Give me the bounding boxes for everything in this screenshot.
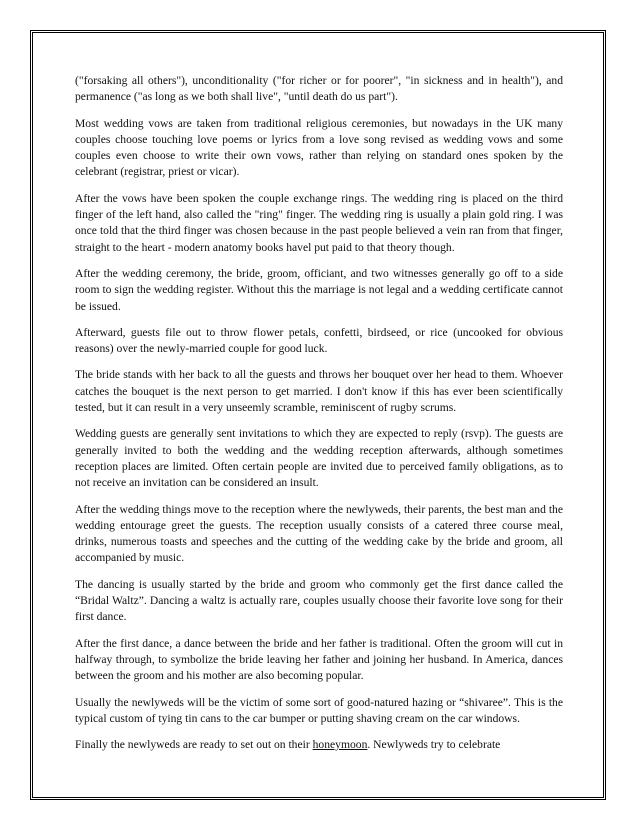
paragraph: The bride stands with her back to all the guests and throws her bouquet over her head to them. Whoever catches the bouquet is the next person to get married. I don't know if this has ever been scientifically tested, but it can result in a very unseemly scramble, reminiscent of rugby scrums.	[75, 368, 563, 415]
last-paragraph	[75, 737, 563, 753]
paragraph: After the wedding things move to the reception where the newlyweds, their parents, the best man and the wedding entourage greet the guests. The reception usually consists of a catered three course meal, drinks, numerous toasts and speeches and the cutting of the wedding cake by the bride and groom, all accompanied by music.	[75, 502, 563, 565]
paragraph: After the first dance, a dance between the bride and her father is traditional. Often the groom will cut in halfway through, to symbolize the bride leaving her father and joining her husband. In America, dances between the groom and his mother are also becoming popular.	[75, 636, 563, 683]
honeymoon-link[interactable]: honeymoon	[312, 738, 368, 752]
document-body	[75, 73, 563, 763]
last-paragraph-start: Finally the newlyweds are ready to set out on their	[75, 738, 313, 752]
paragraph: Most wedding vows are taken from traditional religious ceremonies, but nowadays in the UK many couples choose touching love poems or lyrics from a love song revised as wedding vows and some couples even choose to write their own vows, rather than relying on standard ones spoken by the celebrant (registrar, priest or vicar).	[75, 116, 563, 179]
paragraph: The dancing is usually started by the bride and groom who commonly get the first dance called the “Bridal Waltz”. Dancing a waltz is actually rare, couples usually choose their favorite love song for their first dance.	[75, 577, 563, 624]
paragraph: Usually the newlyweds will be the victim of some sort of good-natured hazing or “shivaree”. This is the typical custom of tying tin cans to the car bumper or putting shaving cream on the car windows.	[75, 695, 563, 725]
paragraph: Afterward, guests file out to throw flower petals, confetti, birdseed, or rice (uncooked for obvious reasons) over the newly-married couple for good luck.	[75, 325, 563, 356]
paragraph: ("forsaking all others"), unconditionality ("for richer or for poorer", "in sickness and in health"), and permanence ("as long as we both shall live", "until death do us part").	[75, 74, 563, 104]
last-paragraph-end: . Newlyweds try to celebrate	[367, 738, 501, 752]
paragraph: Wedding guests are generally sent invitations to which they are expected to reply (rsvp). The guests are generally invited to both the wedding and the wedding reception afterwards, although sometimes reception places are limited. Often certain people are invited due to perceived family obligations, as to not receive an invitation can be considered an insult.	[75, 427, 563, 490]
paragraph: After the wedding ceremony, the bride, groom, officiant, and two witnesses generally go off to a side room to sign the wedding register. Without this the marriage is not legal and a wedding certificate cannot be issued.	[75, 266, 563, 313]
paragraph: After the vows have been spoken the couple exchange rings. The wedding ring is placed on the third finger of the left hand, also called the "ring" finger. The wedding ring is usually a plain gold ring. I was once told that the third finger was chosen because in the past people believed a vein ran from that finger, straight to the heart - modern anatomy books havel put paid to that theory though.	[75, 191, 563, 254]
